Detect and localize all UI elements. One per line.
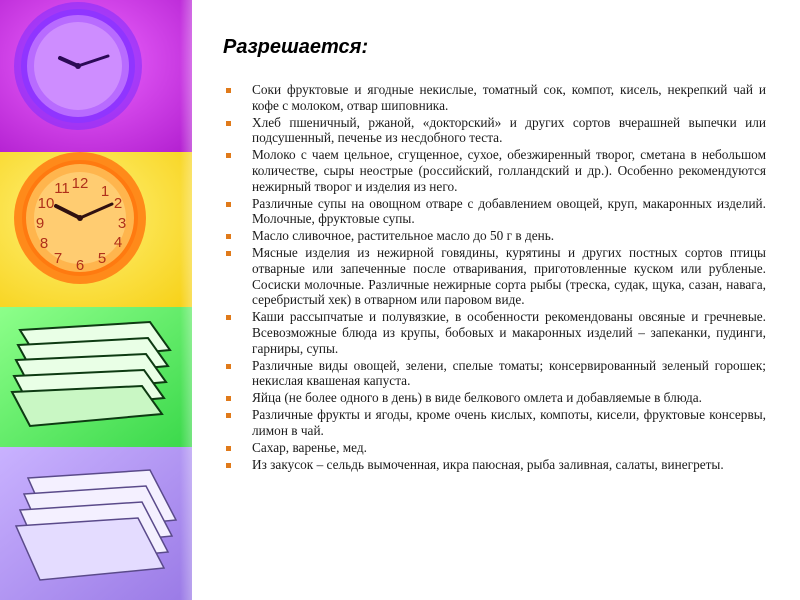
svg-text:1: 1 bbox=[100, 183, 110, 200]
clock-purple-icon bbox=[14, 2, 142, 130]
clock-orange-icon bbox=[14, 152, 146, 284]
list-item-text: Соки фруктовые и ягодные некислые, томатный сок, компот, кисель, некрепкий чай и кофе с молоком, отвар шиповника. bbox=[252, 82, 766, 113]
svg-text:12: 12 bbox=[71, 175, 89, 192]
bullet-icon bbox=[226, 396, 231, 401]
svg-text:3: 3 bbox=[117, 215, 127, 232]
list-item bbox=[226, 457, 766, 473]
list-item-text: Различные супы на овощном отваре с добавлением овощей, круп, макаронных изделий. Молочные, фруктовые супы. bbox=[252, 195, 766, 227]
svg-text:5: 5 bbox=[97, 250, 107, 267]
list-item bbox=[226, 82, 766, 113]
svg-text:10: 10 bbox=[37, 195, 55, 212]
papers-green-icon bbox=[12, 322, 170, 426]
list-item-text: Сахар, варенье, мед. bbox=[252, 440, 367, 456]
slide-title: Разрешается: bbox=[223, 36, 369, 58]
decorative-image-strip bbox=[0, 0, 192, 600]
list-item-text: Различные виды овощей, зелени, спелые томаты; консервированный зеленый горошек; некислая квашеная капуста. bbox=[252, 357, 766, 389]
list-item bbox=[226, 147, 766, 194]
svg-text:2: 2 bbox=[113, 195, 123, 212]
bullet-icon bbox=[226, 121, 231, 126]
list-item bbox=[226, 115, 766, 146]
list-item-text: Из закусок – сельдь вымоченная, икра паюсная, рыба заливная, салаты, винегреты. bbox=[252, 457, 724, 473]
list-item-text: Масло сливочное, растительное масло до 50 г в день. bbox=[252, 228, 555, 244]
list-item-text: Молоко с чаем цельное, сгущенное, сухое, обезжиренный творог, сметана в небольшом количестве, сыры неострые (российский, голландский и др.). Особенно рекомендуются нежирный творог и изделия из него. bbox=[252, 147, 766, 194]
svg-text:6: 6 bbox=[75, 257, 85, 274]
list-item bbox=[226, 245, 766, 307]
list-item-text: Хлеб пшеничный, ржаной, «докторский» и других сортов вчерашней выпечки или подсушенный, печенье из несдобного теста. bbox=[252, 114, 766, 146]
clock-orange-panel bbox=[0, 152, 192, 307]
svg-text:8: 8 bbox=[39, 235, 49, 252]
list-item bbox=[226, 309, 766, 356]
list-item-text: Каши рассыпчатые и полувязкие, в особенности рекомендованы овсяные и гречневые. Всевозможные блюда из крупы, бобовых и макаронных изделий – запеканки, пудинги, гарниры, супы. bbox=[252, 309, 766, 356]
bullet-icon bbox=[226, 463, 231, 468]
list-item-text: Мясные изделия из нежирной говядины, курятины и других постных сортов птицы отварные или запеченные после отваривания, приготовленные куском или рубленые. Сосиски молочные. Различные нежирные сорта рыбы (треска, судак, щука, сазан, навага, серебристый хек) в отварном или паровом виде. bbox=[252, 245, 766, 308]
svg-text:9: 9 bbox=[35, 215, 45, 232]
bullet-icon bbox=[226, 364, 231, 369]
clock-purple-panel bbox=[0, 0, 192, 152]
svg-text:11: 11 bbox=[54, 180, 70, 197]
list-item-text: Яйца (не более одного в день) в виде белкового омлета и добавляемые в блюда. bbox=[252, 390, 702, 406]
bullet-icon bbox=[226, 88, 231, 93]
papers-lavender-icon bbox=[16, 470, 176, 580]
list-item-text: Различные фрукты и ягоды, кроме очень кислых, компоты, кисели, фруктовые консервы, лимон в чай. bbox=[252, 407, 766, 438]
list-item bbox=[226, 228, 766, 244]
bullet-icon bbox=[226, 234, 231, 239]
bullet-icon bbox=[226, 251, 231, 256]
list-item bbox=[226, 390, 766, 406]
list-item bbox=[226, 440, 766, 456]
bullet-icon bbox=[226, 315, 231, 320]
papers-lavender-panel bbox=[0, 447, 192, 600]
allowed-foods-list bbox=[226, 82, 766, 474]
bullet-icon bbox=[226, 446, 231, 451]
list-item bbox=[226, 358, 766, 389]
strip-fade bbox=[180, 0, 220, 600]
list-item bbox=[226, 407, 766, 438]
bullet-icon bbox=[226, 202, 231, 207]
papers-green-panel bbox=[0, 307, 192, 447]
bullet-icon bbox=[226, 413, 231, 418]
svg-text:4: 4 bbox=[113, 234, 123, 251]
bullet-icon bbox=[226, 153, 231, 158]
list-item bbox=[226, 196, 766, 227]
svg-text:7: 7 bbox=[53, 250, 63, 267]
